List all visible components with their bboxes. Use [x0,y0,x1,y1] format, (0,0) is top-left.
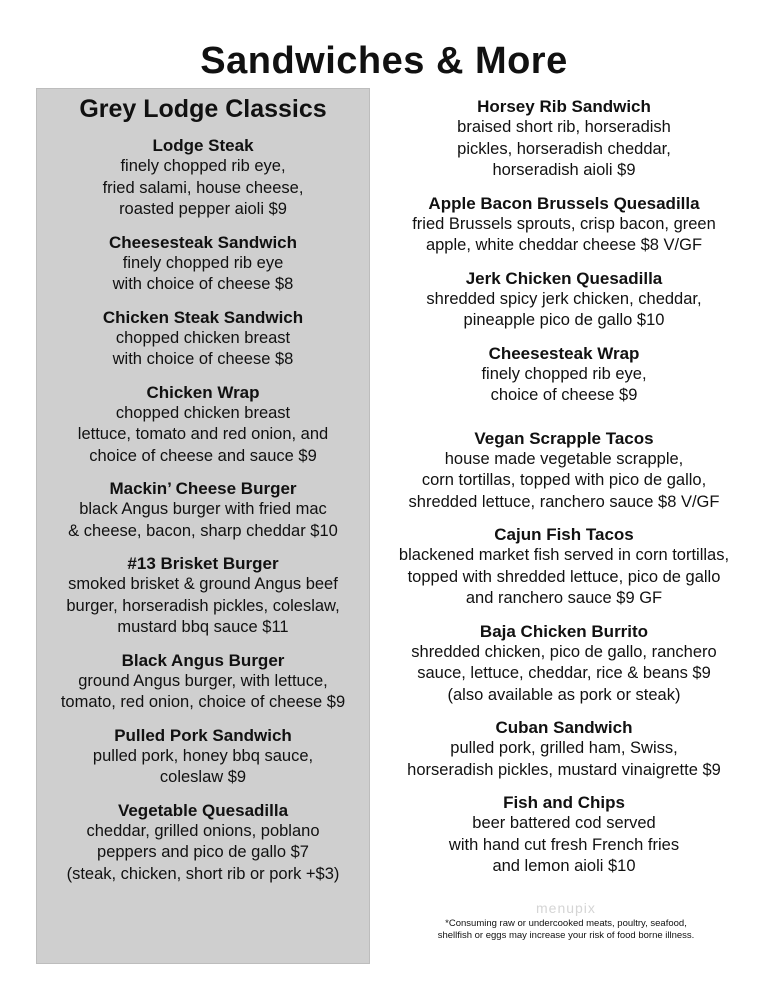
item-description: chopped chicken breast with choice of cheese $8 [112,328,294,368]
item-name: Apple Bacon Brussels Quesadilla [428,193,700,213]
item-name: Cheesesteak Sandwich [108,232,298,252]
menu-item [370,429,758,514]
item-description: cheddar, grilled onions, poblano peppers and pico de gallo $7 (steak, chicken, short rib or pork +$3) [66,821,340,883]
item-name: Pulled Pork Sandwich [114,725,292,745]
item-name: Cuban Sandwich [495,718,633,737]
item-description: blackened market fish served in corn tortillas, topped with shredded lettuce, pico de gallo and ranchero sauce $9 GF [398,546,730,607]
menu-item [36,383,370,468]
menu-item [370,97,758,182]
item-name: Black Angus Burger [121,650,285,670]
food-safety-footnote: *Consuming raw or undercooked meats, poultry, seafood, shellfish or eggs may increase your risk of food borne illness. [437,918,695,941]
section-heading: Grey Lodge Classics [79,95,327,123]
menu-item [370,269,758,332]
menu-item [36,136,370,221]
item-description: fried Brussels sprouts, crisp bacon, green apple, white cheddar cheese $8 V/GF [412,214,716,254]
menu-item [370,718,758,781]
menu-item [370,344,758,407]
item-description: shredded chicken, pico de gallo, ranchero sauce, lettuce, cheddar, rice & beans $9 (also available as pork or steak) [411,642,717,704]
menu-item [370,622,758,707]
item-description: ground Angus burger, with lettuce, tomato, red onion, choice of cheese $9 [60,671,346,711]
item-description: beer battered cod served with hand cut fresh French fries and lemon aioli $10 [448,814,680,875]
menu-item [36,651,370,714]
item-name: Chicken Steak Sandwich [102,307,304,327]
menu-item [36,233,370,296]
item-description: pulled pork, honey bbq sauce, coleslaw $9 [92,746,314,786]
item-name: Jerk Chicken Quesadilla [465,268,663,288]
item-description: finely chopped rib eye with choice of cheese $8 [112,253,294,293]
item-description: smoked brisket & ground Angus beef burger, horseradish pickles, coleslaw, mustard bbq sauce $11 [66,575,340,636]
menu-item [36,479,370,542]
item-name: Cajun Fish Tacos [494,525,634,544]
page-title: Sandwiches & More [200,40,568,82]
menu-item [36,801,370,886]
classics-column [36,94,370,897]
item-description: finely chopped rib eye, fried salami, house cheese, roasted pepper aioli $9 [102,157,304,218]
item-description: chopped chicken breast lettuce, tomato and red onion, and choice of cheese and sauce $9 [77,403,329,465]
menu-item [36,308,370,371]
item-description: shredded spicy jerk chicken, cheddar, pineapple pico de gallo $10 [426,289,702,329]
item-name: Baja Chicken Burrito [479,621,649,641]
item-description: black Angus burger with fried mac & cheese, bacon, sharp cheddar $10 [68,500,338,540]
item-description: pulled pork, grilled ham, Swiss, horseradish pickles, mustard vinaigrette $9 [407,739,721,779]
item-name: Lodge Steak [152,136,254,155]
item-name: Cheesesteak Wrap [488,343,640,363]
watermark: menupix [536,900,596,916]
item-name: Horsey Rib Sandwich [477,97,651,116]
item-description: house made vegetable scrapple, corn tortillas, topped with pico de gallo, shredded lettuce, ranchero sauce $8 V/GF [408,449,720,511]
item-description: finely chopped rib eye, choice of cheese $9 [481,364,647,404]
menu-item [36,554,370,639]
item-name: Mackin’ Cheese Burger [109,479,297,498]
menu-item [370,525,758,610]
item-name: #13 Brisket Burger [127,554,279,573]
item-description: braised short rib, horseradish pickles, horseradish cheddar, horseradish aioli $9 [457,118,671,179]
menu-item [370,194,758,257]
item-name: Vegan Scrapple Tacos [474,428,654,448]
item-name: Chicken Wrap [146,382,260,402]
menu-item [36,726,370,789]
menu-item [370,793,758,878]
item-name: Vegetable Quesadilla [117,800,289,820]
item-name: Fish and Chips [503,793,625,812]
more-column [370,97,758,890]
